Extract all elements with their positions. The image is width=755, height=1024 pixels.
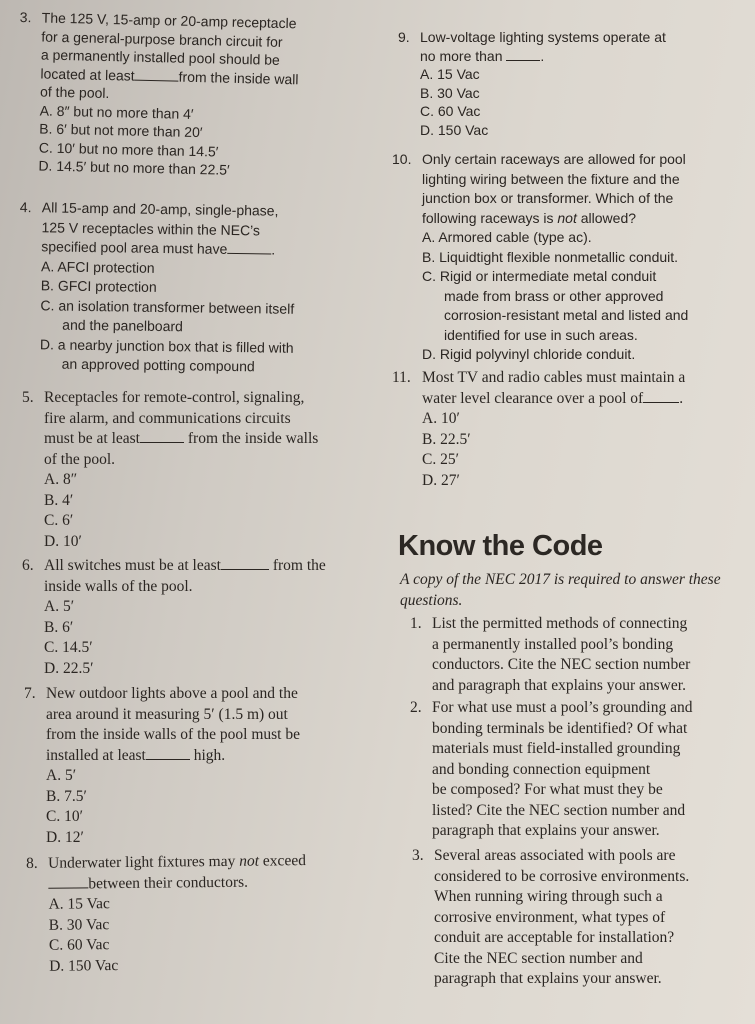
question-6 [22,556,326,679]
question-text: Receptacles for remote-control, signaling, [44,389,305,406]
question-number: 1. [410,615,422,632]
question-7 [24,684,300,848]
option-b: B. 30 Vac [48,915,110,934]
option-d: D. 150 Vac [420,121,489,138]
question-text: and bonding connection equipment [432,760,651,778]
question-8 [26,851,307,977]
option-a: A. 5′ [46,767,77,784]
question-5 [22,388,318,552]
question-text: For what use must a pool’s grounding and [432,699,693,716]
option-a: A. 15 Vac [48,895,110,913]
question-text: 125 V receptacles within the NEC’s [41,218,261,238]
option-c-cont: and the panelboard [62,316,184,335]
question-text: All switches must be at least [44,557,221,574]
question-text: installed at least [46,746,146,764]
question-text: no more than [420,47,503,64]
option-b: B. 6′ [44,618,74,636]
question-text: bonding terminals be identified? Of what [432,719,688,737]
question-text: conductors. Cite the NEC section number [432,656,691,673]
question-text: exceed [262,852,307,870]
option-a: A. 8″ but no more than 4′ [39,101,194,122]
question-text: When running wiring through such a [434,888,663,905]
option-d: D. 14.5′ but no more than 22.5′ [38,157,230,178]
question-text: a permanently installed pool’s bonding [432,635,674,653]
question-text: lighting wiring between the fixture and the [422,170,680,187]
question-number: 3. [19,8,32,26]
option-b: B. GFCI protection [40,277,157,295]
option-d: D. 22.5′ [44,659,94,677]
answer-blank [506,48,540,61]
question-text: conduit are acceptable for installation? [434,929,675,946]
option-c: C. an isolation transformer between itself [40,296,295,317]
option-a: A. AFCI protection [40,257,155,276]
option-d: D. Rigid polyvinyl chloride conduit. [422,346,636,362]
answer-blank [48,875,88,888]
option-c: C. 6′ [44,512,74,529]
know-question-1 [410,614,755,696]
answer-blank [227,241,271,255]
option-b: B. 6′ but not more than 20′ [39,120,203,141]
question-text: Most TV and radio cables must maintain a [422,369,686,386]
question-text: located at least [40,64,135,84]
question-text: List the permitted methods of connecting [432,615,688,632]
option-b: B. 30 Vac [420,84,480,101]
question-text: from the inside walls of the pool must be [46,726,300,743]
question-text: from the inside wall [178,68,299,87]
question-number: 5. [22,389,34,406]
question-10 [392,150,688,365]
option-c-cont: corrosion-resistant metal and listed and [444,307,689,323]
answer-blank [221,557,269,570]
option-d: D. 150 Vac [49,956,119,975]
question-text-emphasis: not [239,852,260,870]
option-d: D. 12′ [46,828,84,846]
question-11: 11. Most TV and radio cables must maintain a water level clearance over a pool of . A. 10′ B. 22.5′ C. 25′ D. 27′ [392,368,685,491]
question-text: between their conductors. [88,873,249,892]
answer-blank [146,747,190,760]
section-heading: Know the Code [398,530,603,562]
answer-blank [140,430,184,443]
option-a: A. 5′ [44,598,75,615]
question-number: 6. [22,557,34,574]
question-text: The 125 V, 15-amp or 20-amp receptacle [41,9,297,32]
question-text: Only certain raceways are allowed for pool [422,151,686,167]
section-intro: A copy of the NEC 2017 is required to answer these questions. [400,571,721,609]
question-number: 3. [412,847,424,864]
question-text: must be at least [44,430,140,447]
question-number: 9. [398,29,410,45]
question-text: be composed? For what must they be [432,781,663,798]
option-c: C. 25′ [422,451,459,468]
option-c: C. 60 Vac [48,936,110,954]
option-b: B. Liquidtight flexible nonmetallic conduit. [422,248,679,265]
option-a: A. 15 Vac [420,66,480,82]
question-text: junction box or transformer. Which of the [422,190,674,206]
question-text: inside walls of the pool. [44,577,193,595]
question-text: Low-voltage lighting systems operate at [420,29,666,45]
option-c: C. 60 Vac [420,103,481,119]
option-b: B. 7.5′ [46,787,87,805]
answer-blank [135,67,179,81]
option-a: A. 10′ [422,410,460,427]
know-question-3 [412,846,755,990]
option-a: A. 8″ [44,471,78,488]
option-c: C. Rigid or intermediate metal conduit [422,268,657,284]
option-c-cont: made from brass or other approved [444,287,664,304]
option-c: C. 10′ [46,808,83,825]
question-9: 9. Low-voltage lighting systems operate at no more than . A. 15 Vac B. 30 Vac C. 60 Vac D. 150 Vac [398,29,666,138]
question-text: from the [272,557,326,574]
answer-blank [643,390,679,403]
question-text: of the pool. [44,450,116,468]
question-text: listed? Cite the NEC section number and [432,801,686,819]
question-text: for a general-purpose branch circuit for [41,27,283,50]
question-number: 4. [19,198,32,216]
know-question-2 [410,698,755,842]
question-text: corrosive environment, what types of [434,908,666,926]
option-c: C. 10′ but no more than 14.5′ [38,138,219,160]
question-number: 8. [26,854,38,872]
question-text: All 15-amp and 20-amp, single-phase, [41,199,279,219]
question-number: 2. [410,699,422,716]
question-text: of the pool. [39,83,110,102]
question-text: water level clearance over a pool of [422,389,644,407]
question-4: 4. All 15-amp and 20-amp, single-phase, 125 V receptacles within the NEC’s specified pool area must have . A. AFCI protection B. GFCI protection C. an isolation transformer between itself and the panelboard D. a nearby junction box that is filled with an approved potting compound [18,198,296,377]
question-text: New outdoor lights above a pool and the [46,685,298,702]
question-text: a permanently installed pool should be [40,46,281,68]
question-text: paragraph that explains your answer. [434,970,662,987]
question-text: specified pool area must have [41,238,228,257]
question-text: from the inside walls [187,430,319,447]
option-d: D. 10′ [44,532,82,550]
question-text: fire alarm, and communications circuits [44,409,291,427]
question-text: following raceways is [422,209,554,226]
option-a: A. Armored cable (type ac). [422,229,592,245]
option-c: C. 14.5′ [44,639,93,656]
question-text-emphasis: not [557,209,577,226]
question-3 [16,8,300,181]
question-text: and paragraph that explains your answer. [432,676,686,694]
question-text: Underwater light fixtures may [48,852,236,872]
question-number: 11. [392,369,411,386]
question-text: high. [193,746,226,764]
question-text: area around it measuring 5′ (1.5 m) out [46,705,288,723]
option-d-cont: an approved potting compound [61,355,255,375]
option-d: D. 27′ [422,471,460,489]
question-text: considered to be corrosive environments. [434,867,690,885]
option-d: D. a nearby junction box that is filled with [39,335,294,356]
question-number: 10. [392,151,412,167]
question-number: 7. [24,685,36,702]
option-c-cont: identified for use in such areas. [444,326,638,343]
question-text: paragraph that explains your answer. [432,822,660,839]
question-text: Several areas associated with pools are [434,847,676,864]
question-text: Cite the NEC section number and [434,949,643,967]
option-b: B. 22.5′ [422,430,471,448]
question-text: materials must field-installed grounding [432,740,681,757]
option-b: B. 4′ [44,491,74,509]
question-text: allowed? [580,209,637,226]
